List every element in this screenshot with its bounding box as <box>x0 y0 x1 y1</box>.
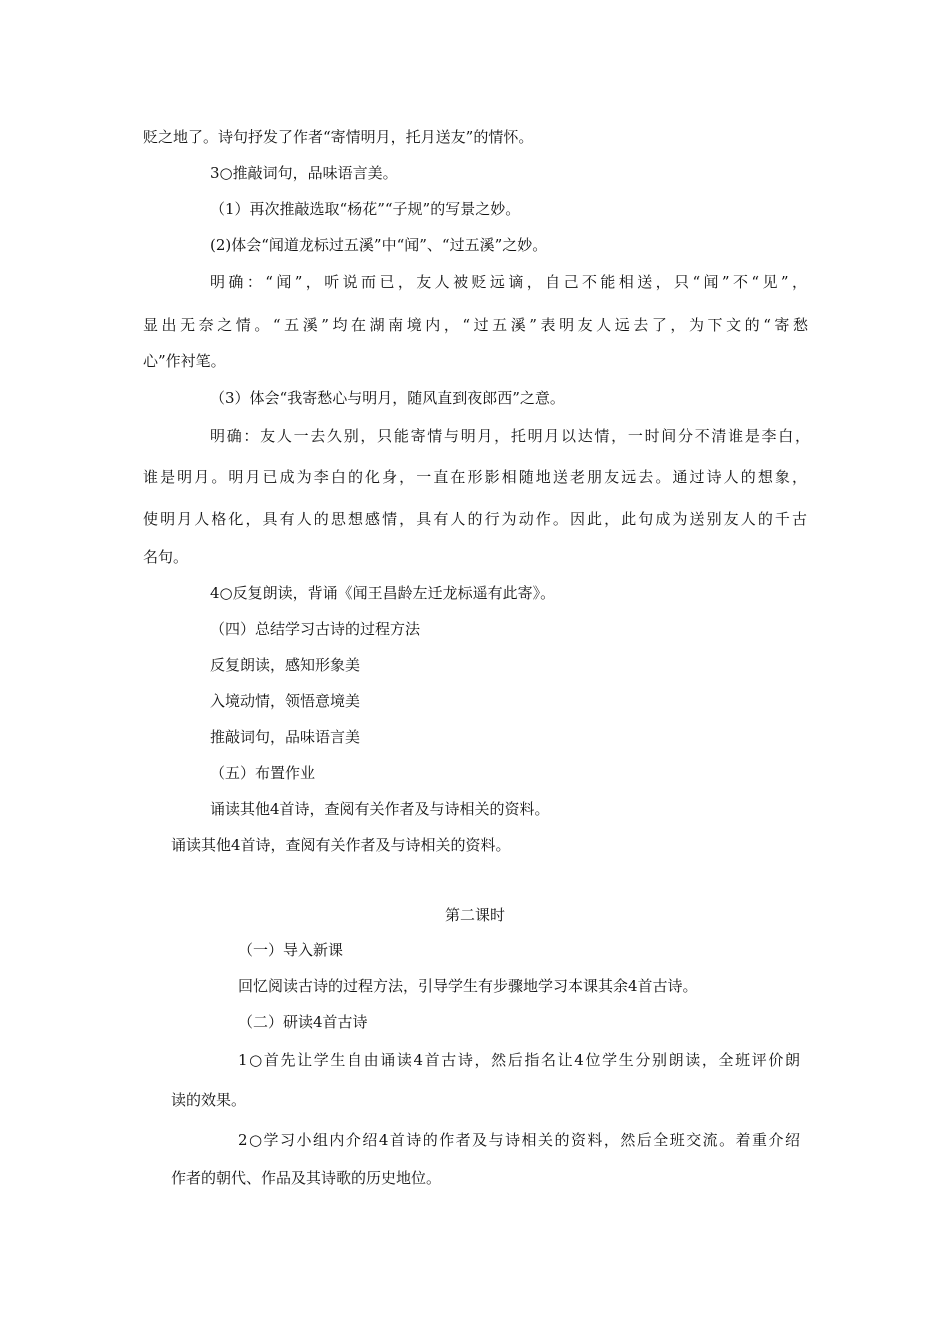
text-line: 显出无奈之情。“五溪”均在湖南境内，“过五溪”表明友人远去了，为下文的“寄愁 <box>143 316 808 334</box>
text-line: 明确：友人一去久别，只能寄情与明月，托明月以达情，一时间分不清谁是李白， <box>210 427 810 445</box>
text-line: 诵读其他4首诗，查阅有关作者及与诗相关的资料。 <box>171 836 511 854</box>
text-line: 3○推敲词句，品味语言美。 <box>210 164 398 182</box>
text-line: 回忆阅读古诗的过程方法，引导学生有步骤地学习本课其余4首古诗。 <box>238 977 698 995</box>
text-line: 反复朗读，感知形象美 <box>210 656 361 674</box>
section-heading: （二）研读4首古诗 <box>238 1013 368 1031</box>
text-line: 名句。 <box>143 548 189 566</box>
text-line: 使明月人格化，具有人的思想感情，具有人的行为动作。因此，此句成为送别友人的千古 <box>143 510 807 528</box>
lesson-title: 第二课时 <box>444 906 505 924</box>
text-line: 4○反复朗读，背诵《闻王昌龄左迁龙标遥有此寄》。 <box>210 584 556 602</box>
text-line: 入境动情，领悟意境美 <box>210 692 361 710</box>
text-line: 1○首先让学生自由诵读4首古诗，然后指名让4位学生分别朗读，全班评价朗 <box>238 1051 800 1069</box>
section-heading: （五）布置作业 <box>210 764 316 782</box>
text-line: （3）体会“我寄愁心与明月，随风直到夜郎西”之意。 <box>210 389 565 407</box>
text-line: 贬之地了。诗句抒发了作者“寄情明月，托月送友”的情怀。 <box>143 128 534 146</box>
text-line: 2○学习小组内介绍4首诗的作者及与诗相关的资料，然后全班交流。着重介绍 <box>238 1131 800 1149</box>
section-heading: （四）总结学习古诗的过程方法 <box>210 620 421 638</box>
text-line: 诵读其他4首诗，查阅有关作者及与诗相关的资料。 <box>210 800 550 818</box>
text-line: 明确：“闻”，听说而已，友人被贬远谪，自己不能相送，只“闻”不“见”， <box>210 273 807 291</box>
text-line: (2)体会“闻道龙标过五溪”中“闻”、“过五溪”之妙。 <box>210 236 548 254</box>
text-line: 谁是明月。明月已成为李白的化身，一直在形影相随地送老朋友远去。通过诗人的想象， <box>143 468 807 486</box>
text-line: 心”作衬笔。 <box>143 352 226 370</box>
text-line: （1）再次推敲选取“杨花”“子规”的写景之妙。 <box>210 200 521 218</box>
text-line: 读的效果。 <box>171 1091 247 1109</box>
text-line: 作者的朝代、作品及其诗歌的历史地位。 <box>171 1169 442 1187</box>
section-heading: （一）导入新课 <box>238 941 344 959</box>
text-line: 推敲词句，品味语言美 <box>210 728 361 746</box>
